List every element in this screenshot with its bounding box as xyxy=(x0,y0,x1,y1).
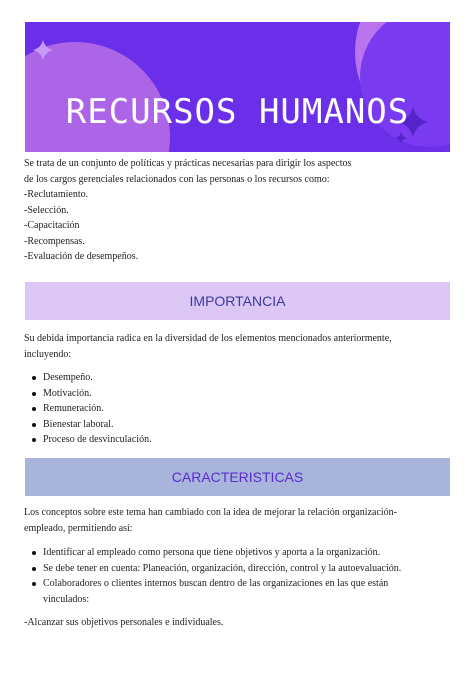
list-item-label: Proceso de desvinculación. xyxy=(43,434,152,445)
intro-line: -Recompensas. xyxy=(24,235,85,247)
paragraph-line: incluyendo: xyxy=(24,348,72,360)
caracteristicas-paragraph xyxy=(24,505,444,536)
importancia-list xyxy=(24,370,152,448)
list-item xyxy=(24,576,401,592)
list-item xyxy=(24,432,152,448)
list-item-continuation xyxy=(24,592,401,608)
intro-line: -Evaluación de desempeños. xyxy=(24,251,139,262)
list-item-label: Motivación. xyxy=(43,387,92,399)
bullet-icon xyxy=(32,392,36,396)
intro-line: Se trata de un conjunto de políticas y prácticas necesarias para dirigir los aspectos xyxy=(24,158,352,169)
bullet-icon xyxy=(32,438,36,442)
caracteristicas-list xyxy=(24,545,401,607)
bullet-icon xyxy=(32,376,36,380)
bullet-icon xyxy=(32,582,36,586)
list-item-label: Bienestar laboral. xyxy=(43,418,114,430)
bullet-icon xyxy=(32,551,36,555)
paragraph-line: Los conceptos sobre este tema han cambiado con la idea de mejorar la relación organización- xyxy=(24,507,397,518)
paragraph-line: empleado, permitiendo así: xyxy=(24,522,133,534)
list-item-label: Desempeño. xyxy=(43,372,93,383)
list-item xyxy=(24,417,152,433)
importancia-paragraph xyxy=(24,331,444,362)
bullet-icon xyxy=(32,567,36,571)
closing-text: -Alcanzar sus objetivos personales e individuales. xyxy=(24,617,224,628)
list-item xyxy=(24,545,401,561)
banner-decoration xyxy=(25,22,450,152)
header-banner xyxy=(25,22,450,152)
list-item xyxy=(24,401,152,417)
section-heading-importancia: IMPORTANCIA xyxy=(25,282,450,320)
list-item xyxy=(24,561,401,577)
intro-line: -Selección. xyxy=(24,204,69,216)
list-item-label: Colaboradores o clientes internos buscan dentro de las organizaciones en las que están xyxy=(43,578,389,589)
list-item xyxy=(24,370,152,386)
bullet-icon xyxy=(32,407,36,411)
page-title: RECURSOS HUMANOS xyxy=(65,92,410,132)
intro-text xyxy=(24,156,444,265)
bullet-icon xyxy=(32,423,36,427)
intro-line: -Capacitación xyxy=(24,220,80,231)
section-heading-caracteristicas: CARACTERISTICAS xyxy=(25,458,450,496)
list-item xyxy=(24,386,152,402)
list-item-label: Se debe tener en cuenta: Planeación, organización, dirección, control y la autoevaluación. xyxy=(43,562,402,574)
list-item-label: Identificar al empleado como persona que tiene objetivos y aporta a la organización. xyxy=(43,547,381,558)
list-item-label: Remuneración. xyxy=(43,403,104,414)
intro-line: de los cargos gerenciales relacionados con las personas o los recursos como: xyxy=(24,173,330,185)
list-item-label: vinculados: xyxy=(43,593,90,605)
paragraph-line: Su debida importancia radica en la diversidad de los elementos mencionados anteriormente, xyxy=(24,333,392,344)
intro-line: -Reclutamiento. xyxy=(24,189,89,200)
